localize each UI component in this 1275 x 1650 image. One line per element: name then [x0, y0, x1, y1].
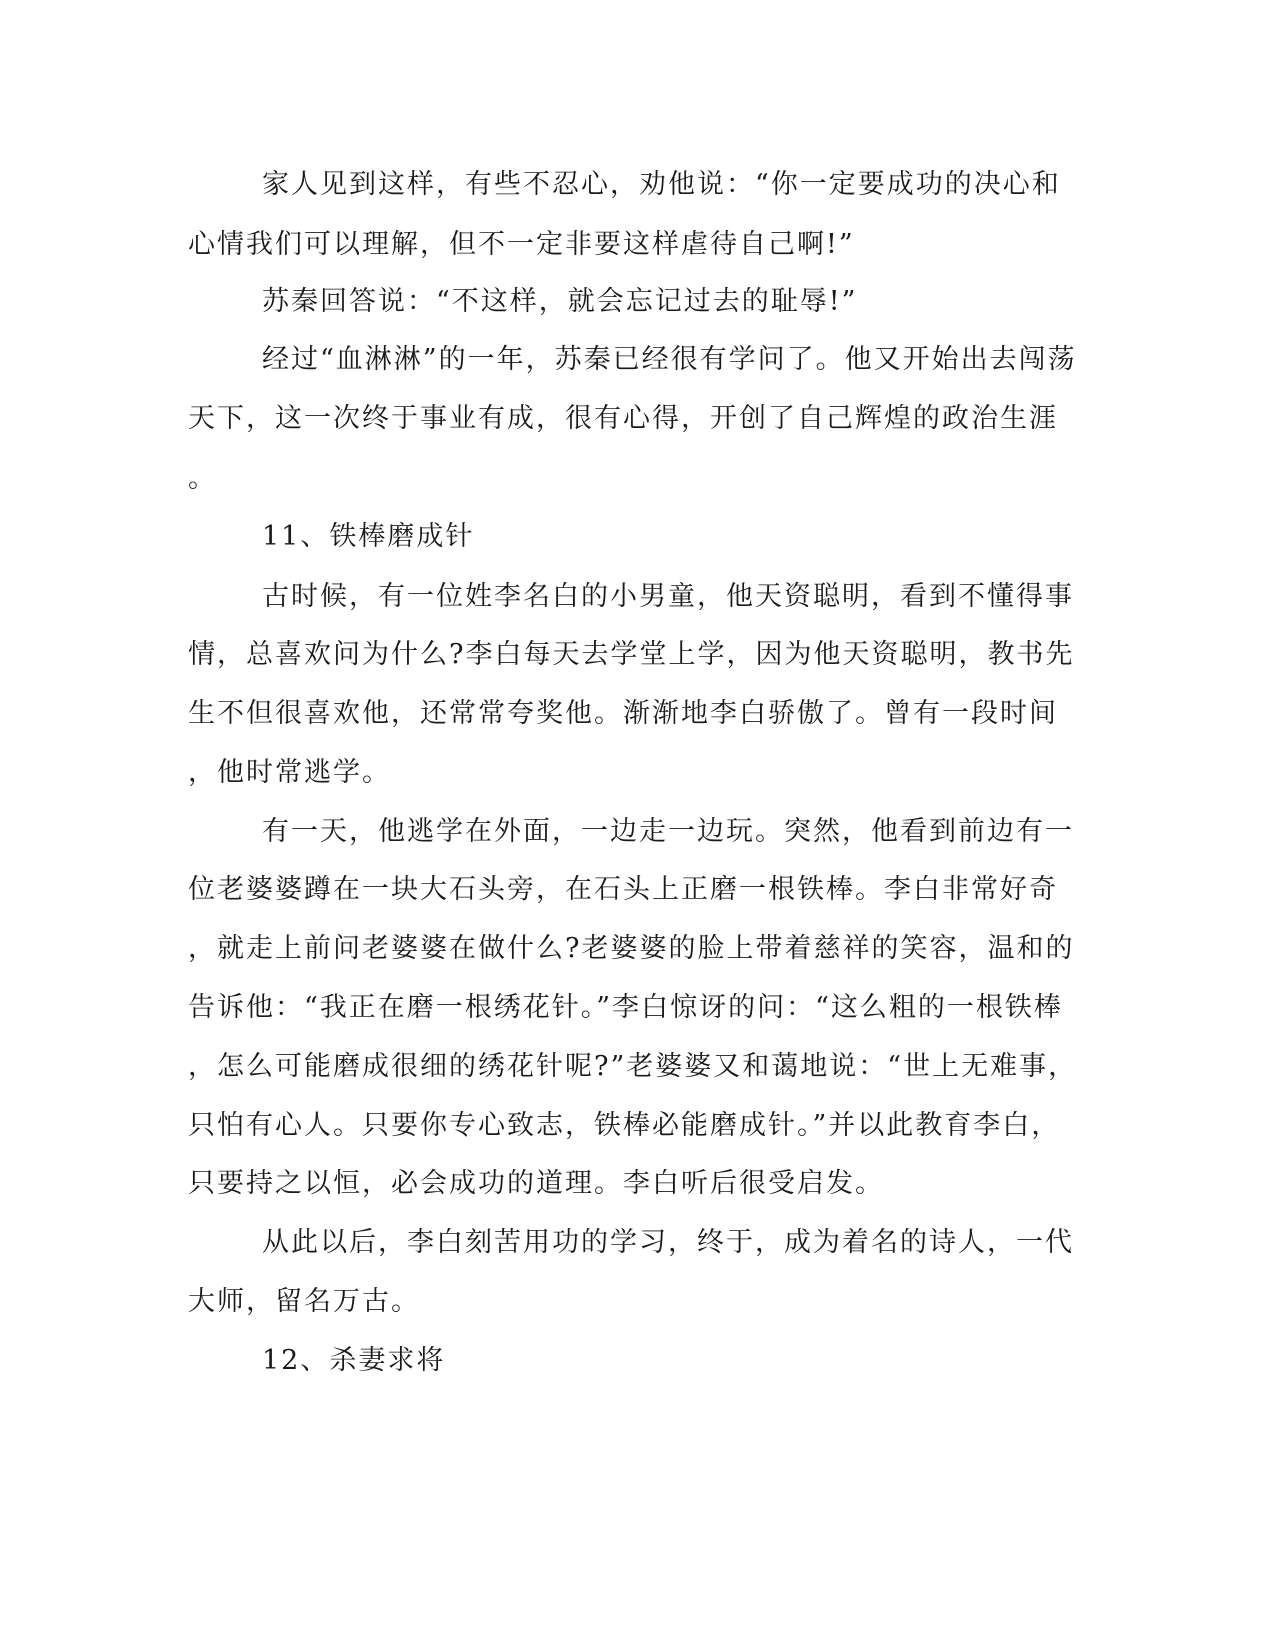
text-line: 位老婆婆蹲在一块大石头旁，在石头上正磨一根铁棒。李白非常好奇	[188, 874, 1058, 905]
text-line: ，他时常逃学。	[188, 757, 391, 788]
text-line: ，就走上前问老婆婆在做什么?老婆婆的脸上带着慈祥的笑容，温和的	[188, 933, 1075, 964]
text-line: 。	[188, 463, 217, 494]
text-line: 生不但很喜欢他，还常常夸奖他。渐渐地李白骄傲了。曾有一段时间	[188, 698, 1058, 729]
text-line: 家人见到这样，有些不忍心，劝他说：“你一定要成功的决心和	[262, 169, 1061, 200]
section-heading: 12、杀妻求将	[262, 1345, 446, 1376]
text-line: 情，总喜欢问为什么?李白每天去学堂上学，因为他天资聪明，教书先	[188, 639, 1075, 670]
text-line: 大师，留名万古。	[188, 1286, 420, 1317]
section-heading: 11、铁棒磨成针	[262, 521, 475, 552]
text-line: 经过“血淋淋”的一年，苏秦已经很有学问了。他又开始出去闯荡	[262, 344, 1077, 375]
text-line: 告诉他：“我正在磨一根绣花针。”李白惊讶的问：“这么粗的一根铁棒	[188, 992, 1063, 1023]
text-line: 苏秦回答说：“不这样，就会忘记过去的耻辱!”	[262, 286, 858, 317]
text-line: 从此以后，李白刻苦用功的学习，终于，成为着名的诗人，一代	[262, 1227, 1074, 1258]
text-line: 有一天，他逃学在外面，一边走一边玩。突然，他看到前边有一	[262, 816, 1074, 847]
text-line: 心情我们可以理解，但不一定非要这样虐待自己啊!”	[188, 229, 855, 260]
text-line: 只要持之以恒，必会成功的道理。李白听后很受启发。	[188, 1168, 884, 1199]
text-line: 只怕有心人。只要你专心致志，铁棒必能磨成针。”并以此教育李白，	[188, 1110, 1061, 1141]
text-line: ，怎么可能磨成很细的绣花针呢?”老婆婆又和蔼地说：“世上无难事，	[188, 1051, 1078, 1082]
text-line: 古时候，有一位姓李名白的小男童，他天资聪明，看到不懂得事	[262, 581, 1074, 612]
text-line: 天下，这一次终于事业有成，很有心得，开创了自己辉煌的政治生涯	[188, 403, 1058, 434]
